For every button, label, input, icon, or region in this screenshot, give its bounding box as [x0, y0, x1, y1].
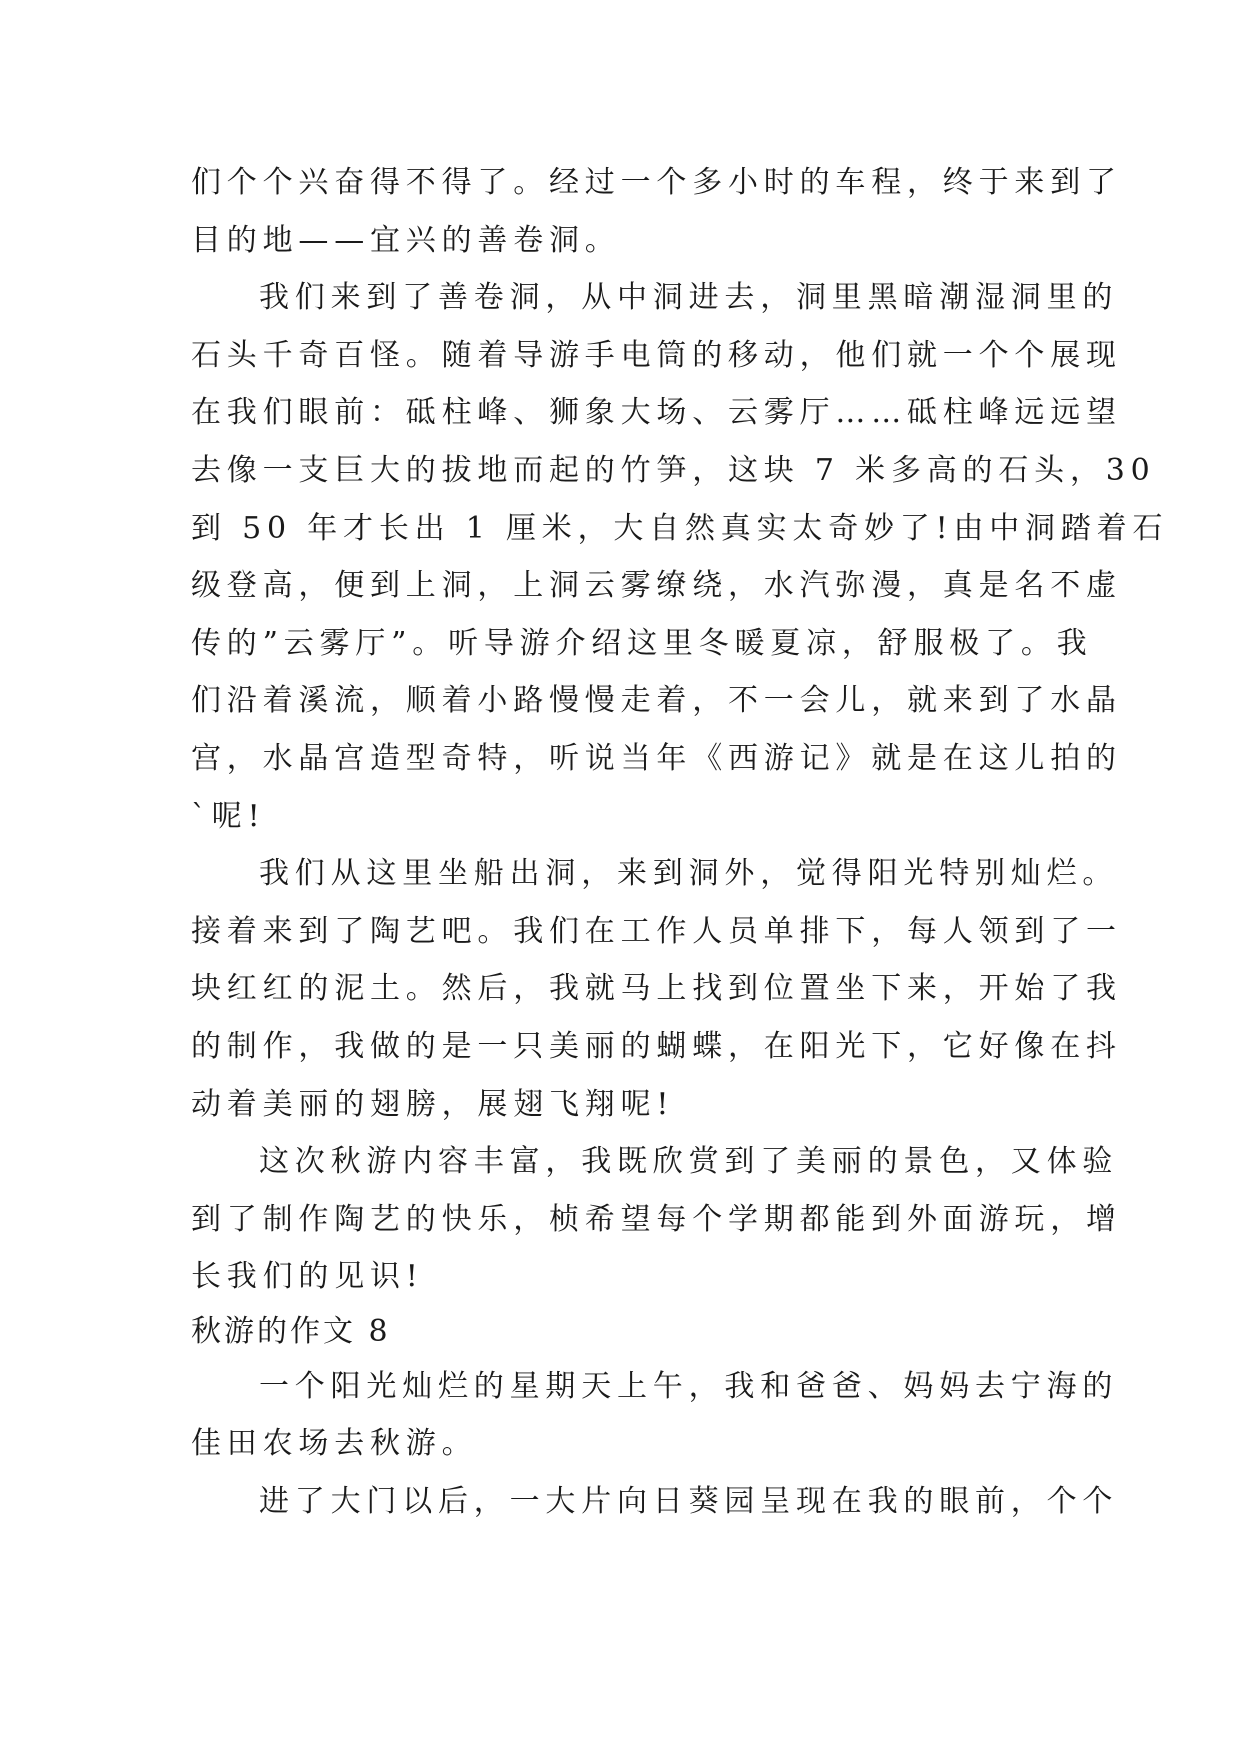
text-line: `呢! [191, 798, 266, 834]
paragraph-start-line: 一个阳光灿烂的星期天上午，我和爸爸、妈妈去宁海的 [259, 1368, 1119, 1404]
text-line: 长我们的见识! [191, 1259, 424, 1295]
document-page [191, 154, 1169, 1531]
text-line: 到 50 年才长出 1 厘米，大自然真实太奇妙了!由中洞踏着石 [191, 510, 1169, 546]
text-line: 佳田农场去秋游。 [191, 1426, 478, 1462]
text-line: 们沿着溪流，顺着小路慢慢走着，不一会儿，就来到了水晶 [191, 683, 1122, 719]
paragraph-start-line: 我们从这里坐船出洞，来到洞外，觉得阳光特别灿烂。 [259, 856, 1119, 892]
section-heading: 秋游的作文 8 [191, 1313, 391, 1349]
text-line: 在我们眼前：砥柱峰、狮象大场、云雾厅……砥柱峰远远望 [191, 395, 1122, 431]
text-line: 去像一支巨大的拔地而起的竹笋，这块 7 米多高的石头，30 [191, 452, 1156, 488]
text-line: 们个个兴奋得不得了。经过一个多小时的车程，终于来到了 [191, 165, 1122, 200]
text-line: 传的”云雾厅”。听导游介绍这里冬暖夏凉，舒服极了。我 [191, 625, 1093, 661]
text-line: 级登高，便到上洞，上洞云雾缭绕，水汽弥漫，真是名不虚 [191, 568, 1122, 604]
text-line: 接着来到了陶艺吧。我们在工作人员单排下，每人领到了一 [191, 913, 1122, 949]
text-line: 石头千奇百怪。随着导游手电筒的移动，他们就一个个展现 [191, 337, 1122, 373]
text-line: 目的地——宜兴的善卷洞。 [191, 222, 621, 258]
paragraph-start-line: 这次秋游内容丰富，我既欣赏到了美丽的景色，又体验 [259, 1144, 1119, 1180]
text-line: 动着美丽的翅膀，展翅飞翔呢! [191, 1086, 675, 1122]
text-line: 到了制作陶艺的快乐，桢希望每个学期都能到外面游玩，增 [191, 1201, 1122, 1237]
text-line: 宫，水晶宫造型奇特，听说当年《西游记》就是在这儿拍的 [191, 740, 1122, 776]
paragraph-start-line: 我们来到了善卷洞，从中洞进去，洞里黑暗潮湿洞里的 [259, 280, 1119, 316]
text-line: 的制作，我做的是一只美丽的蝴蝶，在阳光下，它好像在抖 [191, 1028, 1122, 1064]
text-line: 块红红的泥土。然后，我就马上找到位置坐下来，开始了我 [191, 971, 1122, 1007]
paragraph-start-line: 进了大门以后，一大片向日葵园呈现在我的眼前，个个 [259, 1484, 1119, 1520]
